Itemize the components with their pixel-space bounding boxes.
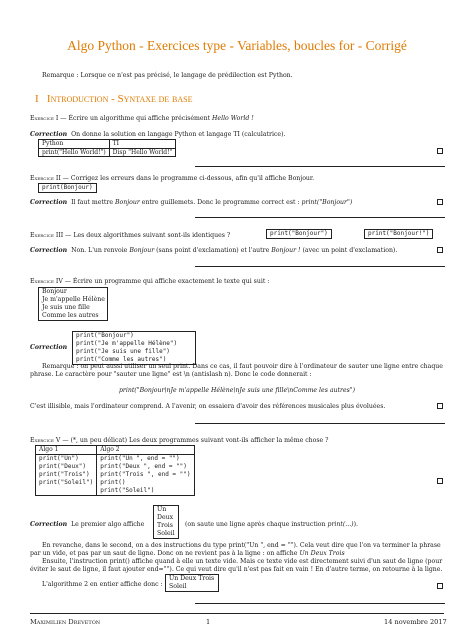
output-line: Je suis une fille [42,304,90,311]
ex5-output-box-2: Un Deux Trois Soleil [165,574,219,592]
page-title: Algo Python - Exercices type - Variables, boucles for - Corrigé [67,38,407,53]
ex2-code-box: print(Bonjour) [38,183,97,193]
footer-author: Maximilien Dreveton [30,618,101,626]
table-cell: print("Hello World!") [39,148,110,157]
ex2-statement: Exercice II — Corrigez les erreurs dans le programme ci-dessous, afin qu'il affiche Bonjour. [30,175,315,182]
table-header: Algo 1 [36,446,97,455]
ex2-heading: Exercice II [30,175,61,182]
end-of-proof-square [437,478,443,484]
separator [195,166,445,167]
table-cell: Disp "Hello World!" [109,148,176,157]
ex3-heading: Exercice III [30,232,64,239]
footer-rule [30,613,444,614]
code-line: print("Je m'appelle Hélène") [76,340,178,347]
ex3-correction: Correction Non. L'un renvoie Bonjour (sans point d'exclamation) et l'autre Bonjour ! (avec un point d'exclamation). [30,247,398,254]
ex3-code-box-2: print("Bonjour!") [364,229,433,239]
ex5-para-5: L'algorithme 2 en entier affiche donc : [42,581,163,588]
ex2-correction: Correction Il faut mettre Bonjour entre guillemets. Donc le programme correct est : print("Bonjour") [30,199,353,206]
end-of-proof-square [437,199,443,205]
end-of-proof-square [437,583,443,589]
separator [195,423,445,424]
table-header: Python [39,140,110,149]
ex4-remark-line2: phrase. Le caractère pour "sauter une ligne" est \n (antislash n). Donc le code donnerait : [30,371,312,378]
ex3-code-box-1: print("Bonjour") [266,229,332,239]
output-line: Je m'appelle Hélène [42,296,105,303]
output-line: Comme les autres [42,312,99,319]
ex1-heading: Exercice I [30,115,59,122]
ex5-heading: Exercice V [30,437,61,444]
ex1-statement: Exercice I — Écrire un algorithme qui affiche précisément Hello World ! [30,115,254,122]
algo2-code: print("Un ", end = "") print("Deux ", end = "") print("Trois ", end = "") print() print("Soleil") [97,454,194,495]
output-line: Bonjour [42,288,67,295]
ex1-correction: Correction On donne la solution en langage Python et langage TI (calculatrice). [30,131,286,138]
ex4-remark-line1: Remarque : on peut aussi utiliser un seul print. Dans ce cas, il faut pouvoir dire à l'ordinateur de sauter une ligne entre chaque [42,363,443,370]
section-number: I [35,93,39,105]
end-of-proof-square [437,403,443,409]
ex5-para-2: par un vide, et pas par un saut de ligne. Donc on ne revient pas à la ligne : on affiche Un Deux Trois [30,550,345,557]
ex3-statement: Exercice III — Les deux algorithmes suivant sont-ils identiques ? [30,232,231,239]
code-line: print("Je suis une fille") [76,348,170,355]
end-of-proof-square [437,148,443,154]
ex5-para-4: éviter le saut de ligne, il faut ajouter end=""). Ce qui veut dire qu'il n'est pas fait en vain ! En d'autre terme, on retourne à la ligne. [30,566,443,573]
end-of-proof-square [437,247,443,253]
separator [195,603,445,604]
ex5-para-1: En revanche, dans le second, on a des instructions du type print("Un ", end = ""). Cela veut dire que l'on va terminer la phrase [42,542,441,549]
ex4-correction-label: Correction [30,344,68,351]
ex5-statement: Exercice V — (*, un peu délicat) Les deux programmes suivant vont-ils afficher la même chose ? [30,437,329,444]
table-header: Algo 2 [97,446,194,455]
footer-date: 14 novembre 2017 [384,618,447,626]
ex4-remark-line3: C'est illisible, mais l'ordinateur comprend. A l'avenir, on essaiera d'avoir des références musicales plus évoluées. [30,403,386,410]
ex4-code-box [72,331,196,365]
ex5-correction-cont: (on saute une ligne après chaque instruction print(...)). [185,521,358,528]
ex4-expected-output [38,287,108,321]
ex5-output-box-1: Un Deux Trois Soleil [153,505,179,539]
intro-remark: Remarque : Lorsque ce n'est pas précisé, le langage de prédilection est Python. [42,72,293,79]
correction-label: Correction [30,131,68,138]
ex5-algo-table [35,445,195,496]
ex4-statement: Exercice IV — Écrire un programme qui affiche exactement le texte qui suit : [30,278,270,285]
ex1-solution-table [38,139,176,157]
section-heading [35,93,193,105]
ex4-oneline-code: print("Bonjour\nJe m'appelle Hélène\nJe suis une fille\nComme les autres") [118,387,356,394]
code-line: print("Comme les autres") [76,356,167,363]
algo1-code: print("Un") print("Deux") print("Trois") print("Soleil") [36,454,97,495]
separator [195,266,445,267]
ex5-para-3: Ensuite, l'instruction print() affiche quand à elle un texte vide. Mais ce texte vide est directement suivi d'un saut de ligne (pour [42,558,443,565]
table-header: TI [109,140,176,149]
footer-page-number: 1 [206,618,211,626]
ex5-correction: Correction Le premier algo affiche [30,521,145,528]
section-title: Introduction - Syntaxe de base [46,93,193,105]
separator [195,217,445,218]
ex4-heading: Exercice IV [30,278,63,285]
code-line: print("Bonjour") [76,332,134,339]
